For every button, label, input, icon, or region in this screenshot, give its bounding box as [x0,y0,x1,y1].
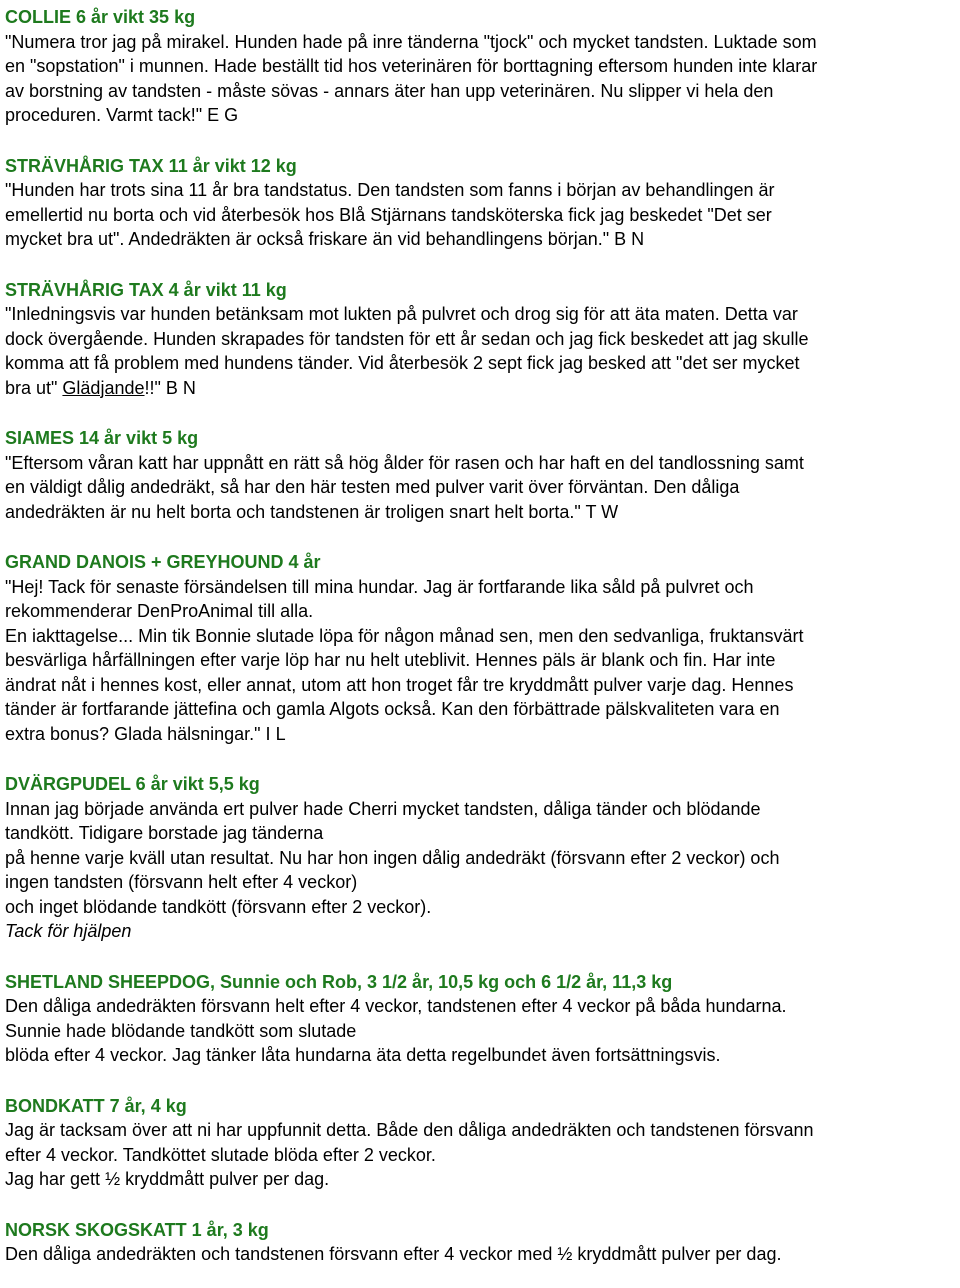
testimonial-line: ändrat nåt i hennes kost, eller annat, utom att hon troget får tre kryddmått pulver varje dag. Hennes [5,674,794,695]
testimonial-line [5,376,950,401]
testimonial-dvargpudel [5,772,950,944]
testimonial-heading: DVÄRGPUDEL 6 år vikt 5,5 kg [5,774,260,794]
testimonial-norsk-skogskatt [5,1218,950,1267]
testimonial-line: besvärliga hårfällningen efter varje löp har nu helt uteblivit. Hennes päls är blank och fin. Har inte [5,650,776,670]
testimonial-line: rekommenderar DenProAnimal till alla. [5,601,314,621]
testimonial-line: en "sopstation" i munnen. Hade beställt tid hos veterinären för borttagning eftersom hunden inte klarar [5,56,818,76]
testimonial-line: "Inledningsvis var hunden betänksam mot lukten på pulvret och drog sig för att äta maten. Detta var [5,304,798,324]
testimonial-line: Innan jag började använda ert pulver hade Cherri mycket tandsten, dåliga tänder och blödande [5,798,761,819]
testimonial-line: tandkött. Tidigare borstade jag tänderna [5,823,324,843]
line-text: !!" B N [144,377,196,398]
testimonial-line: ingen tandsten (försvann helt efter 4 veckor) [5,872,358,892]
testimonial-line: emellertid nu borta och vid återbesök hos Blå Stjärnans tandsköterska fick jag beskedet "Det ser [5,204,772,225]
testimonial-shetland-sheepdog [5,970,950,1068]
testimonial-bondkatt [5,1094,950,1192]
testimonial-heading: SIAMES 14 år vikt 5 kg [5,428,199,448]
testimonial-line: Den dåliga andedräkten och tandstenen försvann efter 4 veckor med ½ kryddmått pulver per dag. [5,1244,782,1264]
testimonial-line: "Hunden har trots sina 11 år bra tandstatus. Den tandsten som fanns i början av behandlingen är [5,180,775,200]
testimonial-italic-line: Tack för hjälpen [5,921,132,941]
testimonial-line: Sunnie hade blödande tandkött som slutade [5,1020,357,1041]
testimonial-heading: SHETLAND SHEEPDOG, Sunnie och Rob, 3 1/2 år, 10,5 kg och 6 1/2 år, 11,3 kg [5,971,673,992]
testimonial-line: efter 4 veckor. Tandköttet slutade blöda efter 2 veckor. [5,1144,436,1165]
testimonial-stravharig-tax-4 [5,278,950,401]
testimonial-heading: NORSK SKOGSKATT 1 år, 3 kg [5,1219,269,1240]
testimonial-line: "Numera tror jag på mirakel. Hunden hade på inre tänderna "tjock" och mycket tandsten. Luktade som [5,31,817,52]
testimonial-line: mycket bra ut". Andedräkten är också friskare än vid behandlingens början." B N [5,229,645,249]
underlined-text: Glädjande [62,377,145,398]
line-text: bra ut" [5,377,63,398]
testimonial-line: en väldigt dålig andedräkt, så har den här testen med pulver varit över förväntan. Den dåliga [5,477,740,497]
testimonial-stravharig-tax-11 [5,154,950,252]
testimonial-line: Den dåliga andedräkten försvann helt efter 4 veckor, tandstenen efter 4 veckor på båda hundarna. [5,996,787,1016]
testimonial-line: Jag är tacksam över att ni har uppfunnit detta. Både den dåliga andedräkten och tandstenen försvann [5,1120,814,1140]
testimonial-line: proceduren. Varmt tack!" E G [5,105,239,125]
testimonial-line: tänder är fortfarande jättefina och gamla Algots också. Kan den förbättrade pälskvaliteten vara en [5,699,780,719]
testimonial-line: komma att få problem med hundens tänder. Vid återbesök 2 sept fick jag besked att "det ser mycket [5,353,800,373]
testimonial-line: och inget blödande tandkött (försvann efter 2 veckor). [5,896,432,917]
testimonial-line: andedräkten är nu helt borta och tandstenen är troligen snart helt borta." T W [5,501,619,522]
testimonial-line: på henne varje kväll utan resultat. Nu har hon ingen dålig andedräkt (försvann efter 2 veckor) och [5,847,780,868]
testimonial-line: extra bonus? Glada hälsningar." I L [5,723,286,744]
testimonial-heading: GRAND DANOIS + GREYHOUND 4 år [5,552,321,572]
testimonial-line: En iakttagelse... Min tik Bonnie slutade löpa för någon månad sen, men den sedvanliga, fruktansvärt [5,625,804,646]
testimonial-line: av borstning av tandsten - måste sövas - annars äter han upp veterinären. Nu slipper vi hela den [5,80,774,101]
testimonial-line: Jag har gett ½ kryddmått pulver per dag. [5,1169,330,1189]
testimonial-heading: COLLIE 6 år vikt 35 kg [5,7,196,27]
testimonial-grand-danois [5,550,950,746]
testimonial-line: dock övergående. Hunden skrapades för tandsten för ett år sedan och jag fick beskedet att jag skulle [5,328,809,349]
testimonial-heading: STRÄVHÅRIG TAX 11 år vikt 12 kg [5,155,297,176]
testimonial-siames [5,426,950,524]
testimonial-heading: BONDKATT 7 år, 4 kg [5,1095,187,1116]
testimonial-line: "Eftersom våran katt har uppnått en rätt så hög ålder för rasen och har haft en del tandlossning samt [5,452,804,473]
testimonial-collie [5,5,950,128]
testimonial-line: "Hej! Tack för senaste försändelsen till mina hundar. Jag är fortfarande lika såld på pulvret och [5,576,754,597]
testimonial-heading: STRÄVHÅRIG TAX 4 år vikt 11 kg [5,279,287,300]
testimonial-line: blöda efter 4 veckor. Jag tänker låta hundarna äta detta regelbundet även fortsättningsvis. [5,1045,721,1065]
